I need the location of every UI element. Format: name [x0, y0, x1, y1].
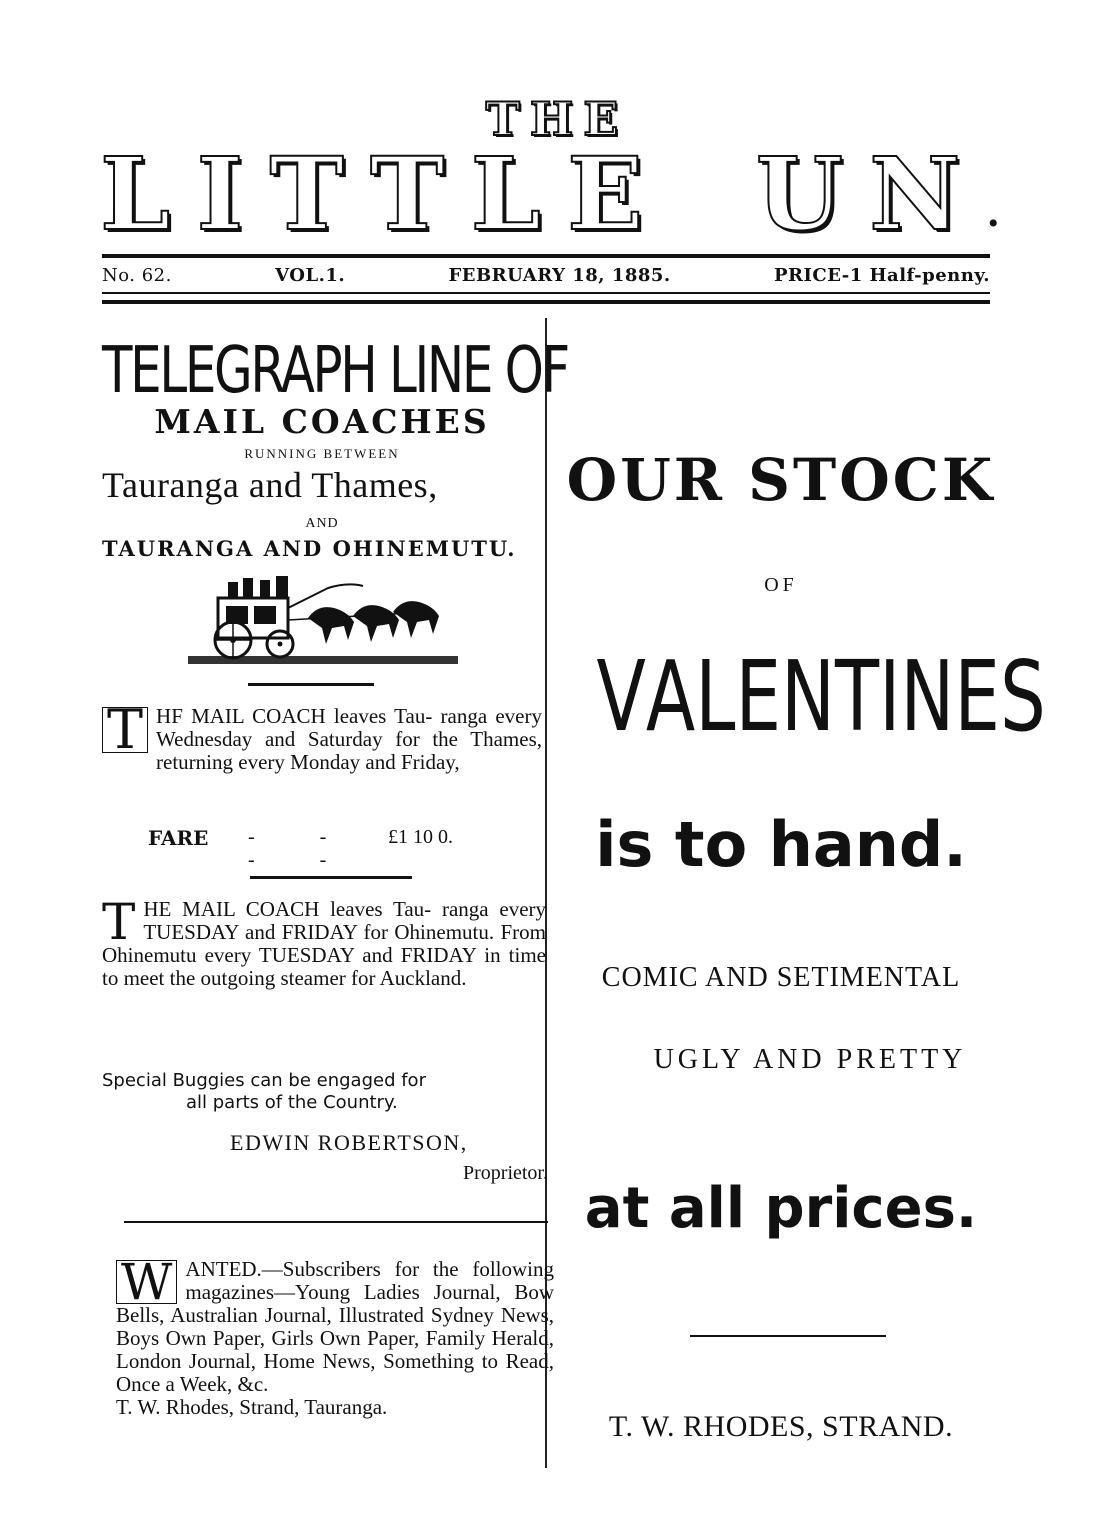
coach-ad-running: RUNNING BETWEEN [244, 446, 400, 461]
stock-ad-headline: OUR STOCK [566, 446, 996, 514]
rule-before-wanted [124, 1221, 548, 1223]
issue-info-bar [102, 265, 990, 286]
stagecoach-illustration [188, 568, 458, 668]
dropcap-w: W [116, 1260, 177, 1304]
valentines-letter: A [645, 640, 696, 754]
valentines-letter: E [735, 640, 782, 754]
dropcap-t: T [102, 707, 148, 753]
coach-ad-route-thames: Tauranga and Thames, [102, 465, 438, 505]
valentines-letter: N [900, 640, 955, 754]
masthead-dot: . [986, 190, 1000, 235]
stock-ad-signature: T. W. RHODES, STRAND. [608, 1410, 954, 1443]
rule-after-fare [250, 876, 412, 879]
masthead-title [100, 135, 1000, 253]
masthead-rule-top [102, 254, 990, 258]
stock-ad-comic: COMIC AND SETIMENTAL [601, 962, 961, 993]
volume-number: VOL.1. [275, 265, 346, 286]
valentines-letter: L [695, 640, 736, 754]
special-line-2: all parts of the Country. [186, 1092, 398, 1113]
wanted-ad [116, 1253, 554, 1419]
stock-ad-to-hand: is to hand. [595, 808, 967, 881]
issue-date: FEBRUARY 18, 1885. [448, 265, 671, 286]
masthead-rule-bottom [102, 300, 990, 304]
fare-dashes: - - - - [248, 826, 357, 871]
proprietor-title: Proprietor. [463, 1162, 548, 1184]
wanted-first-line: ANTED.—Subscribers for the [185, 1257, 459, 1281]
valentines-letter: T [835, 640, 880, 754]
wanted-text: following magazines—Young Ladies Journal, Bow Bells, Australian Journal, Illustrated Sydney News, Boys Own Paper, Girls Own Paper, Family Herald, London Journal, Home News, Something to Read, Once a Week, &c. [116, 1257, 554, 1396]
coach-ad-and: AND [305, 516, 339, 531]
masthead-letter: U [755, 135, 843, 253]
paragraph-first-line: HE MAIL COACH leaves Tau- [143, 897, 432, 921]
valentines-letter: I [879, 640, 901, 754]
paragraph-text: ranga every TUESDAY and FRIDAY for Ohinemutu. From Ohinemutu every TUESDAY and FRIDAY in time to meet the outgoing steamer for Auckland. [102, 897, 547, 990]
masthead-letter: E [567, 135, 644, 253]
fare-line [148, 826, 548, 872]
stock-ad-valentines [596, 640, 1046, 754]
coach-ad-paragraph-ohinemutu [102, 893, 547, 990]
stock-ad-prices: at all prices. [584, 1176, 978, 1241]
coach-ad-headline: TELEGRAPH LINE OF [102, 334, 568, 408]
issue-price: PRICE-1 Half-penny. [773, 265, 990, 286]
paragraph-first-line: HF MAIL COACH leaves Tau- [156, 704, 433, 728]
proprietor-name: EDWIN ROBERTSON, [230, 1130, 468, 1155]
masthead-letter: L [470, 135, 541, 253]
masthead-letter: T [370, 135, 445, 253]
coach-ad-subhead: MAIL COACHES [154, 402, 490, 441]
masthead-letter: N [869, 135, 961, 253]
wanted-signature: T. W. Rhodes, Strand, Tauranga. [116, 1395, 388, 1419]
valentines-letter: S [999, 640, 1046, 754]
valentines-letter: V [596, 640, 646, 754]
stock-ad-ugly: UGLY AND PRETTY [653, 1044, 967, 1075]
valentines-letter: E [954, 640, 1000, 754]
coach-ad-route-ohinemutu: TAURANGA AND OHINEMUTU. [102, 536, 517, 561]
special-line-1: Special Buggies can be engaged for [102, 1070, 426, 1091]
stock-ad-of: OF [764, 574, 798, 596]
fare-label: FARE [148, 826, 209, 850]
masthead-letter: T [269, 135, 344, 253]
masthead-the: THE [485, 92, 629, 146]
paragraph-text: ranga every Wednesday and Saturday for the Thames, returning every Monday and Friday, [156, 704, 542, 774]
valentines-letter: N [781, 640, 836, 754]
coach-ad-paragraph-thames [102, 698, 542, 774]
fare-amount: £1 10 0. [388, 826, 453, 848]
dropcap-t: T [102, 893, 136, 951]
masthead-letter: L [100, 135, 171, 253]
masthead-rule-mid [102, 292, 990, 294]
masthead-letter: I [196, 135, 244, 253]
issue-number: No. 62. [102, 265, 172, 286]
rule-before-signature [690, 1335, 886, 1337]
rule-after-image [248, 683, 374, 686]
special-buggies [102, 1070, 546, 1114]
